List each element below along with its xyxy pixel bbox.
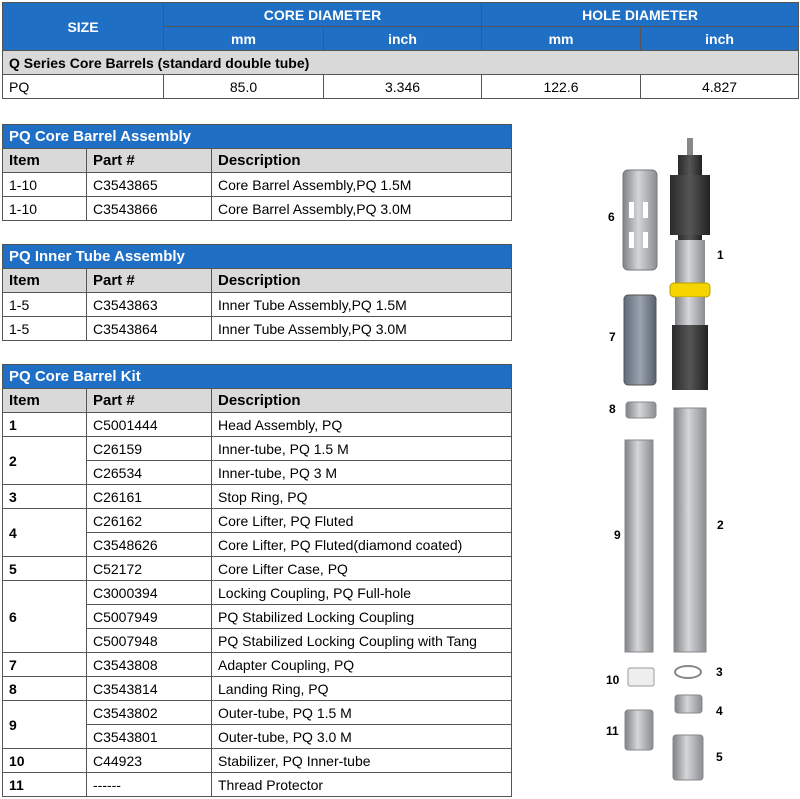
kit-desc: Stop Ring, PQ [212,485,512,509]
kit-desc: Adapter Coupling, PQ [212,653,512,677]
spec-table [2,2,799,99]
kit-item: 7 [3,653,87,677]
table-row-item: 1-10 [3,197,87,221]
kit-part: C26534 [87,461,212,485]
spec-size: PQ [3,75,164,99]
core-mm-header: mm [164,27,324,51]
kit-desc: PQ Stabilized Locking Coupling [212,605,512,629]
core-inch-header: inch [324,27,482,51]
series-label: Q Series Core Barrels (standard double tube) [3,51,799,75]
kit-part: C3543802 [87,701,212,725]
kit-item: 11 [3,773,87,797]
core-barrel-parts-icon [520,120,790,790]
kit-part: C26161 [87,485,212,509]
kit-item: 6 [3,581,87,653]
kit-desc: Stabilizer, PQ Inner-tube [212,749,512,773]
kit-part: C3543801 [87,725,212,749]
kit-desc: Inner-tube, PQ 3 M [212,461,512,485]
kit-item: 2 [3,437,87,485]
table-row-item: 1-10 [3,173,87,197]
part-label-3: 3 [716,665,723,679]
table-row-desc: Core Barrel Assembly,PQ 3.0M [212,197,512,221]
table-row-desc: Inner Tube Assembly,PQ 3.0M [212,317,512,341]
part-label-6: 6 [608,210,615,224]
kit-desc: Outer-tube, PQ 3.0 M [212,725,512,749]
hole-diameter-header: HOLE DIAMETER [482,3,799,27]
kit-part: C5007949 [87,605,212,629]
spec-hole-inch: 4.827 [641,75,799,99]
kit-desc: Core Lifter, PQ Fluted(diamond coated) [212,533,512,557]
item-header: Item [3,389,87,413]
part-header: Part # [87,149,212,173]
spec-core-inch: 3.346 [324,75,482,99]
kit-part: C44923 [87,749,212,773]
part-header: Part # [87,269,212,293]
description-header: Description [212,389,512,413]
table-row-part: C3543866 [87,197,212,221]
kit-desc: Landing Ring, PQ [212,677,512,701]
kit-desc: Core Lifter Case, PQ [212,557,512,581]
kit-part: C3543808 [87,653,212,677]
table-row-part: C3543865 [87,173,212,197]
kit-item: 8 [3,677,87,701]
part-label-8: 8 [609,402,616,416]
part-label-4: 4 [716,704,723,718]
kit-desc: Head Assembly, PQ [212,413,512,437]
barrel-assembly-table [2,124,512,221]
core-barrel-exploded-illustration [520,120,790,790]
table-row-item: 1-5 [3,293,87,317]
inner-tube-assembly-title: PQ Inner Tube Assembly [3,245,512,269]
kit-part: C5007948 [87,629,212,653]
spec-core-mm: 85.0 [164,75,324,99]
kit-desc: PQ Stabilized Locking Coupling with Tang [212,629,512,653]
table-row-part: C3543864 [87,317,212,341]
part-label-5: 5 [716,750,723,764]
part-label-10: 10 [606,673,620,687]
kit-desc: Outer-tube, PQ 1.5 M [212,701,512,725]
kit-desc: Core Lifter, PQ Fluted [212,509,512,533]
table-row-part: C3543863 [87,293,212,317]
kit-title: PQ Core Barrel Kit [3,365,512,389]
table-row-item: 1-5 [3,317,87,341]
kit-item: 4 [3,509,87,557]
kit-item: 10 [3,749,87,773]
kit-item: 1 [3,413,87,437]
part-header: Part # [87,389,212,413]
kit-desc: Thread Protector [212,773,512,797]
kit-desc: Locking Coupling, PQ Full-hole [212,581,512,605]
kit-part: C26162 [87,509,212,533]
part-label-9: 9 [614,528,621,542]
part-label-2: 2 [717,518,724,532]
description-header: Description [212,149,512,173]
kit-part: ------ [87,773,212,797]
table-row-desc: Inner Tube Assembly,PQ 1.5M [212,293,512,317]
hole-inch-header: inch [641,27,799,51]
kit-item: 9 [3,701,87,749]
hole-mm-header: mm [482,27,641,51]
kit-desc: Inner-tube, PQ 1.5 M [212,437,512,461]
item-header: Item [3,269,87,293]
inner-tube-assembly-table [2,244,512,341]
kit-item: 3 [3,485,87,509]
barrel-assembly-title: PQ Core Barrel Assembly [3,125,512,149]
kit-item: 5 [3,557,87,581]
part-label-1: 1 [717,248,724,262]
kit-table [2,364,512,797]
kit-part: C3543814 [87,677,212,701]
item-header: Item [3,149,87,173]
table-row-desc: Core Barrel Assembly,PQ 1.5M [212,173,512,197]
part-label-11: 11 [606,724,619,738]
kit-part: C26159 [87,437,212,461]
size-header: SIZE [3,3,164,51]
description-header: Description [212,269,512,293]
kit-part: C3000394 [87,581,212,605]
spec-hole-mm: 122.6 [482,75,641,99]
part-label-7: 7 [609,330,616,344]
kit-part: C52172 [87,557,212,581]
core-diameter-header: CORE DIAMETER [164,3,482,27]
kit-part: C3548626 [87,533,212,557]
kit-part: C5001444 [87,413,212,437]
